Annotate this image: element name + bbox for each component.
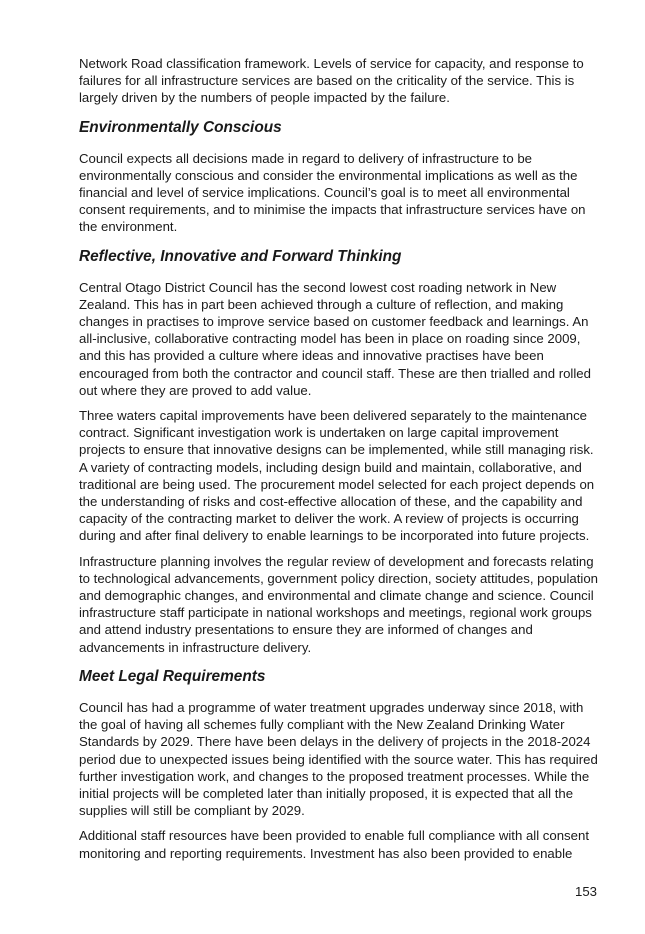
page-number: 153 xyxy=(574,884,597,899)
document-body xyxy=(79,55,603,870)
section-heading-environmentally-conscious: Environmentally Conscious xyxy=(79,118,282,136)
section-heading-reflective-innovative: Reflective, Innovative and Forward Thinking xyxy=(79,247,402,265)
paragraph-environmentally-conscious: Council expects all decisions made in regard to delivery of infrastructure to be environmentally conscious and consider the environmental implications as well as the financial and level of service implications. Council’s goal is to meet all environmental consent requirements, and to minimise the impacts that infrastructure services have on the environment. xyxy=(79,150,586,235)
paragraph-three-waters: Three waters capital improvements have been delivered separately to the maintenance contract. Significant investigation work is undertaken on large capital improvement projects to ensure that innovative designs can be implemented, while still managing risk. A variety of contracting models, including design build and maintain, collaborative, and traditional are being used. The procurement model selected for each project depends on the understanding of risks and cost-effective allocation of these, and the capability and capacity of the contracting market to deliver the work. A review of projects is occurring during and after final delivery to enable learnings to be incorporated into future projects. xyxy=(79,408,595,544)
paragraph-roading-network: Central Otago District Council has the second lowest cost roading network in New Zealand. This has in part been achieved through a culture of reflection, and making changes in practises to improve service based on customer feedback and learnings. An all-inclusive, collaborative contracting model has been in place on roading since 2009, and this has provided a culture where ideas and innovative practises have been encouraged from both the contractor and council staff. These are then trialled and rolled out where they are proved to add value. xyxy=(79,279,591,398)
intro-paragraph: Network Road classification framework. Levels of service for capacity, and response to failures for all infrastructure services are based on the criticality of the service. This is largely driven by the numbers of people impacted by the failure. xyxy=(79,56,584,106)
section-heading-meet-legal-requirements: Meet Legal Requirements xyxy=(79,667,266,685)
paragraph-staff-resources: Additional staff resources have been provided to enable full compliance with all consent monitoring and reporting requirements. Investment has also been provided to enable xyxy=(79,828,589,861)
paragraph-water-treatment: Council has had a programme of water treatment upgrades underway since 2018, with the goal of having all schemes fully compliant with the New Zealand Drinking Water Standards by 2029. There have been delays in the delivery of projects in the 2018-2024 period due to unexpected issues being identified with the source water. This has required further investigation work, and changes to the proposed treatment processes. While the initial projects will be completed later than initially proposed, it is expected that all the supplies will still be compliant by 2029. xyxy=(79,699,598,819)
paragraph-infrastructure-planning: Infrastructure planning involves the regular review of development and forecasts relating to technological advancements, government policy direction, society attitudes, population and demographic changes, and environmental and climate change and science. Council infrastructure staff participate in national workshops and meetings, regional work groups and attend industry presentations to ensure they are informed of changes and advancements in infrastructure delivery. xyxy=(79,553,599,655)
